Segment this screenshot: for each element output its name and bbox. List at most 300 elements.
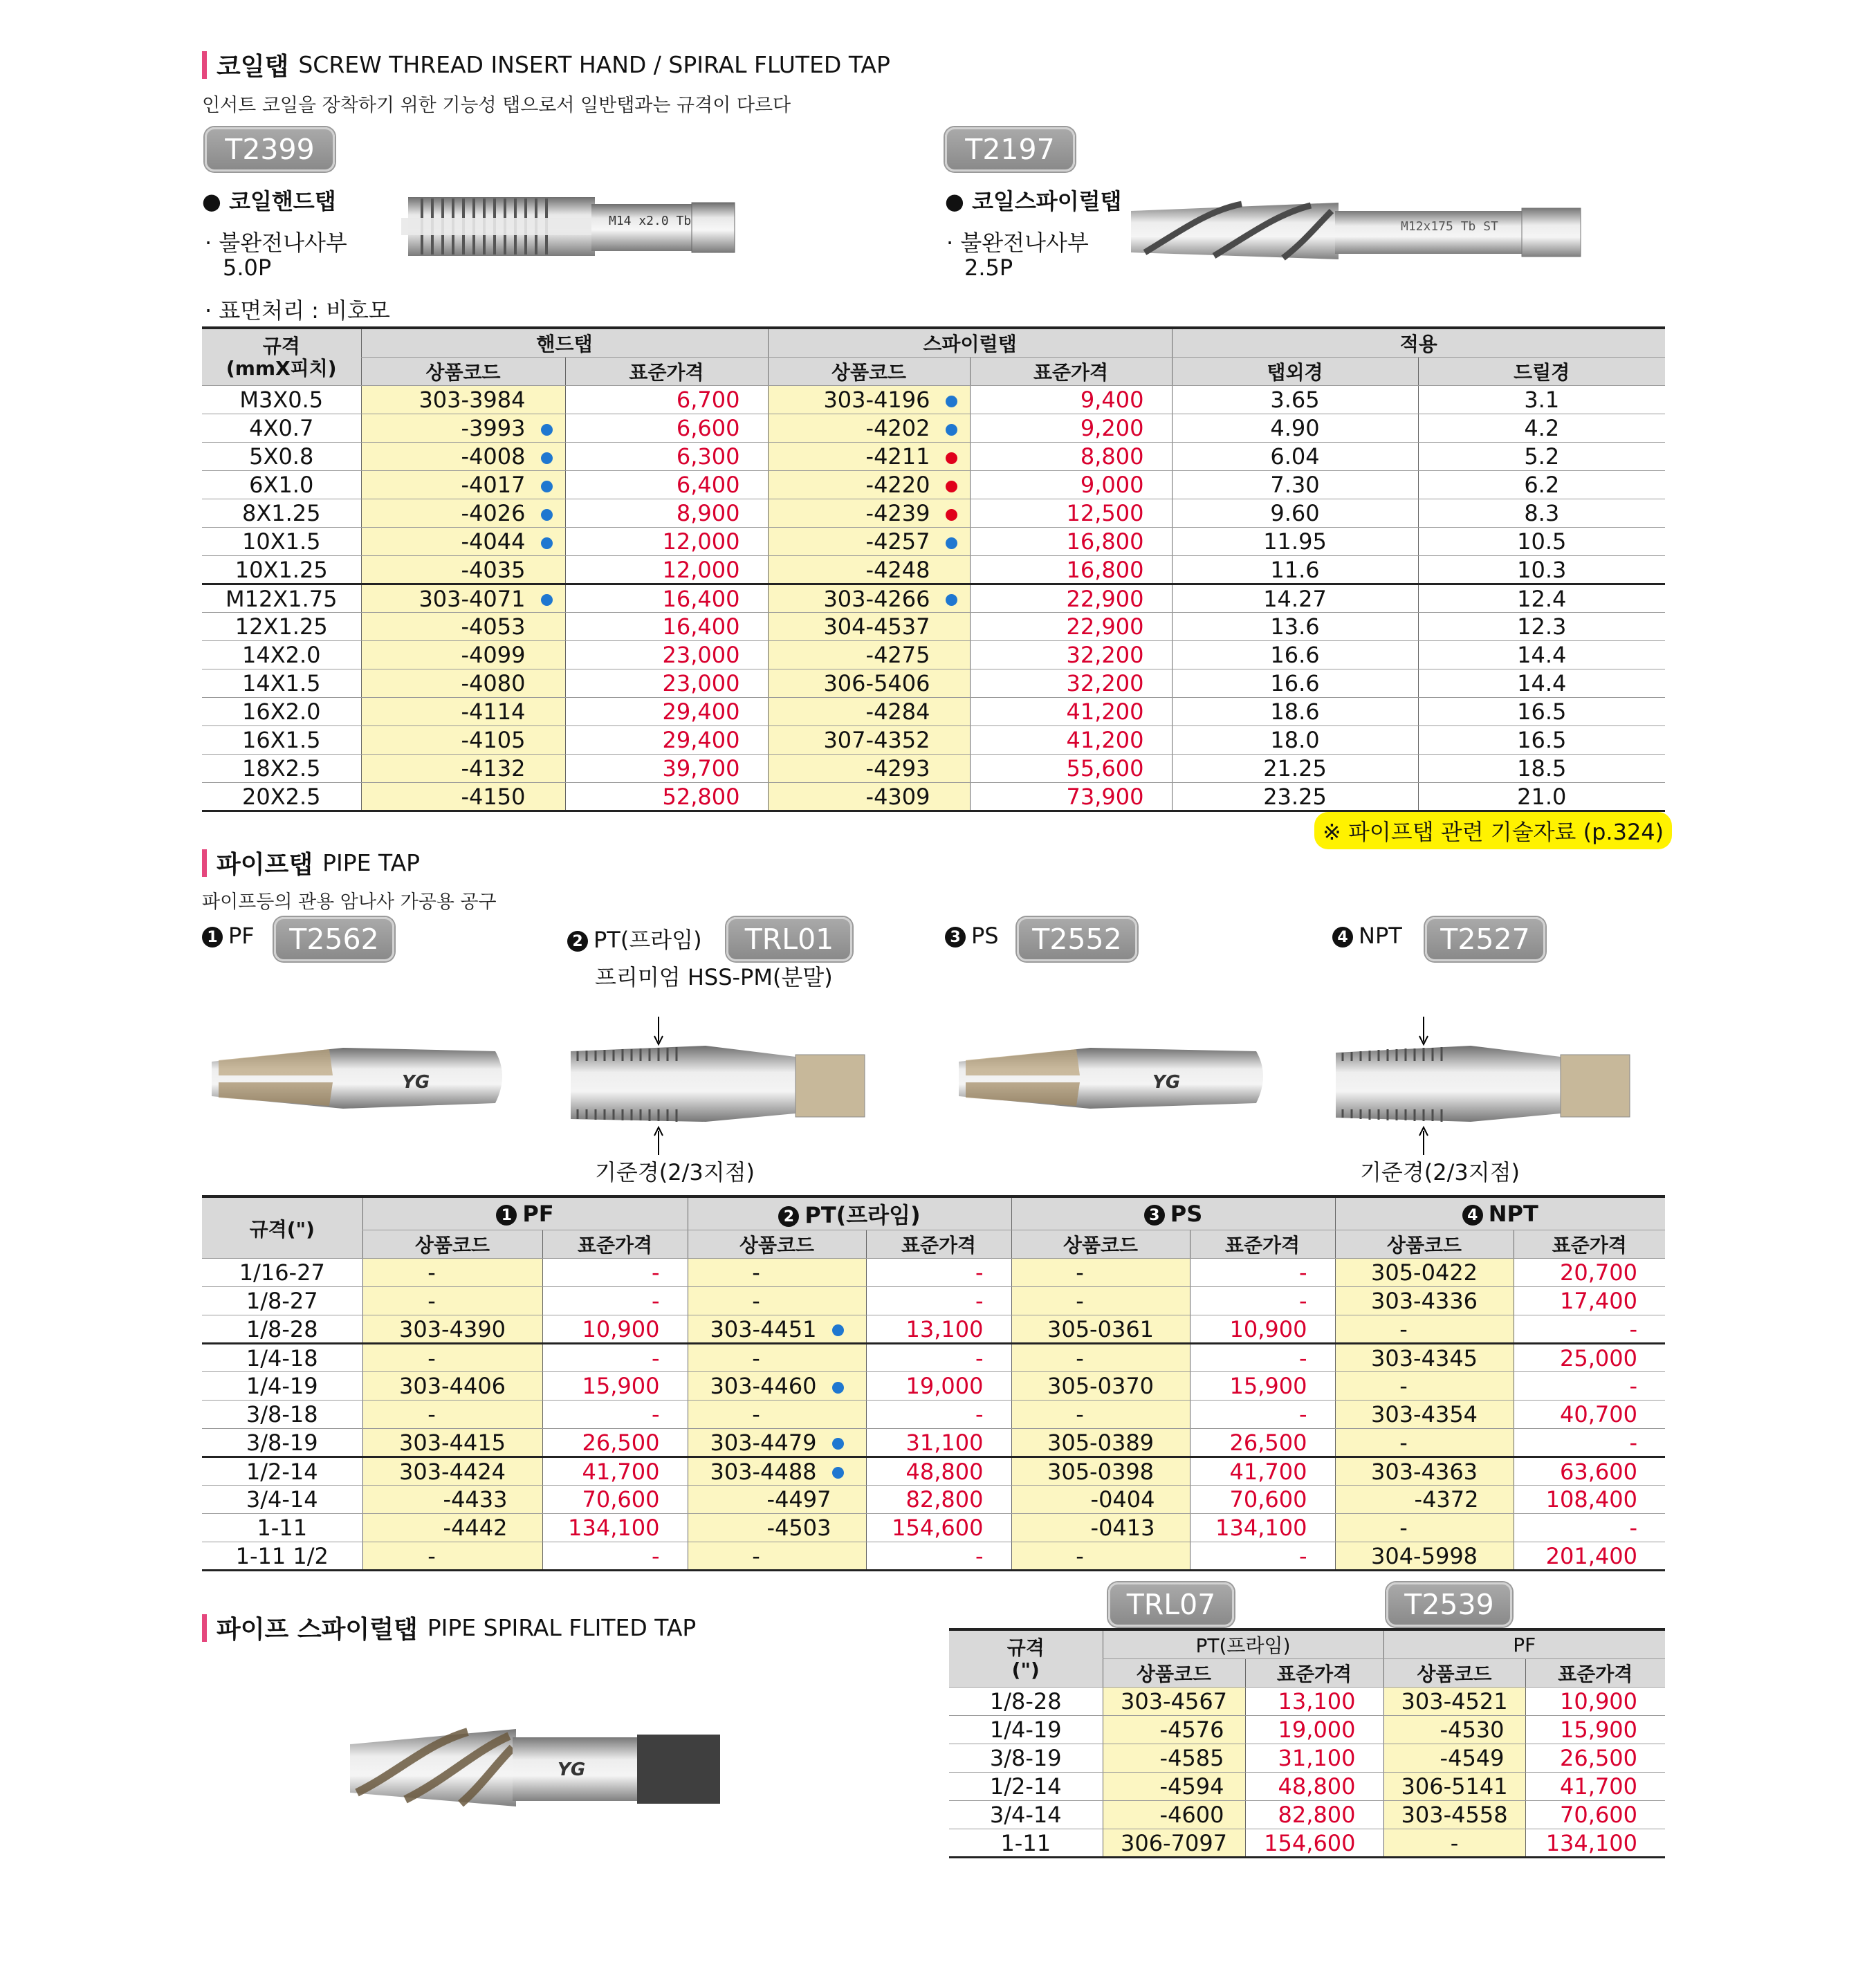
- hand-code: -4080: [461, 670, 526, 696]
- table-row: [202, 641, 1665, 669]
- code-value: 303-4406: [398, 1373, 506, 1399]
- badge-t2197: T2197: [945, 127, 1075, 172]
- spiral-code-cell: [768, 414, 970, 443]
- hand-price-cell: 12,000: [565, 528, 768, 556]
- price-cell: 26,500: [1525, 1744, 1665, 1773]
- code-cell: [1335, 1287, 1514, 1315]
- price-cell: 134,100: [1190, 1514, 1335, 1542]
- table-row: [202, 726, 1665, 755]
- code-value: -: [1399, 1515, 1408, 1541]
- table-row: [949, 1688, 1665, 1716]
- stock-dot-icon: [946, 424, 957, 436]
- price-cell: 48,800: [866, 1457, 1011, 1486]
- header-price: 표준가격: [970, 358, 1172, 386]
- header-price: 표준가격: [1525, 1659, 1665, 1688]
- price-cell: 70,600: [1525, 1801, 1665, 1829]
- spec-cell: 20X2.5: [202, 783, 361, 811]
- table-row: [949, 1829, 1665, 1858]
- header-hand-tap: 핸드탭: [361, 328, 768, 358]
- price-cell: -: [1514, 1315, 1665, 1344]
- tap-od-cell: 11.6: [1172, 556, 1418, 584]
- hand-price-cell: 6,400: [565, 471, 768, 499]
- code-cell: [1011, 1401, 1190, 1429]
- spiral-price-cell: 22,900: [970, 584, 1172, 613]
- spec-cell: 1/16-27: [202, 1259, 362, 1287]
- hand-code-cell: [361, 499, 565, 528]
- header-npt: 4 NPT: [1335, 1196, 1665, 1230]
- stock-dot-icon: [946, 481, 957, 492]
- header-spec: 규격 ("): [949, 1629, 1103, 1688]
- hand-code: -4150: [461, 783, 526, 810]
- code-cell: [362, 1344, 542, 1372]
- code-cell: [1335, 1372, 1514, 1401]
- drill-cell: 5.2: [1418, 443, 1665, 471]
- drill-cell: 8.3: [1418, 499, 1665, 528]
- spiral-code: -4248: [865, 556, 930, 583]
- code-value: 304-5998: [1370, 1542, 1478, 1569]
- table-row: [202, 698, 1665, 726]
- spiral-code: -4211: [865, 443, 930, 470]
- spec-cell: 14X2.0: [202, 641, 361, 669]
- spiral-code-cell: [768, 669, 970, 698]
- code-value: -0404: [1090, 1486, 1155, 1513]
- stock-dot-icon: [541, 651, 553, 663]
- price-cell: 40,700: [1514, 1401, 1665, 1429]
- code-value: -: [752, 1542, 760, 1569]
- header-code: 상품코드: [1383, 1659, 1525, 1688]
- code-cell: [1011, 1315, 1190, 1344]
- ref-diameter-label-pt: 기준경(2/3지점): [595, 1159, 755, 1185]
- hand-code-cell: [361, 528, 565, 556]
- spiral-price-cell: 12,500: [970, 499, 1172, 528]
- price-cell: -: [1190, 1259, 1335, 1287]
- spec-cell: 4X0.7: [202, 414, 361, 443]
- stock-dot-icon: [541, 424, 553, 436]
- stock-dot-icon: [541, 481, 553, 492]
- spec-cell: 3/8-19: [949, 1744, 1103, 1773]
- spiral-price-cell: 73,900: [970, 783, 1172, 811]
- code-cell: [1335, 1344, 1514, 1372]
- table-row: [949, 1801, 1665, 1829]
- code-value: -: [752, 1288, 760, 1314]
- stock-dot-icon: [832, 1438, 844, 1450]
- stock-dot-icon: [946, 537, 957, 549]
- price-cell: 41,700: [1525, 1773, 1665, 1801]
- svg-text:YG: YG: [1152, 1072, 1181, 1093]
- svg-text:YG: YG: [558, 1759, 586, 1780]
- stock-dot-icon: [541, 537, 553, 549]
- code-value: 303-4390: [398, 1315, 506, 1342]
- code-cell: -4549: [1383, 1744, 1525, 1773]
- code-value: -: [427, 1401, 436, 1427]
- coil-tap-table: [202, 326, 1665, 812]
- hand-price-cell: 16,400: [565, 613, 768, 641]
- price-cell: 10,900: [1525, 1688, 1665, 1716]
- spiral-code-cell: [768, 499, 970, 528]
- code-value: -: [1399, 1315, 1408, 1342]
- code-cell: [688, 1514, 866, 1542]
- header-price: 표준가격: [565, 358, 768, 386]
- section-title-pipe-tap: 파이프탭 PIPE TAP: [202, 845, 420, 880]
- header-drill: 드릴경: [1418, 358, 1665, 386]
- price-cell: -: [1514, 1514, 1665, 1542]
- svg-text:M14 x2.0 Tb: M14 x2.0 Tb: [609, 214, 692, 228]
- price-cell: 25,000: [1514, 1344, 1665, 1372]
- stock-dot-icon: [946, 396, 957, 407]
- code-cell: [1335, 1542, 1514, 1571]
- hand-code-cell: [361, 584, 565, 613]
- table-row: [202, 783, 1665, 811]
- drill-cell: 16.5: [1418, 726, 1665, 755]
- code-value: -0413: [1090, 1515, 1155, 1541]
- header-price: 표준가격: [1245, 1659, 1383, 1688]
- price-cell: 82,800: [866, 1486, 1011, 1514]
- table-row: [202, 1429, 1665, 1457]
- hand-code: -4099: [461, 642, 526, 668]
- spiral-code-cell: [768, 641, 970, 669]
- hand-code: -4035: [461, 556, 526, 583]
- spiral-code: -4284: [865, 699, 930, 725]
- stock-dot-icon: [946, 452, 957, 464]
- code-cell: -: [1383, 1829, 1525, 1858]
- stock-dot-icon: [946, 565, 957, 577]
- stock-dot-icon: [946, 792, 957, 804]
- code-value: 305-0370: [1047, 1373, 1155, 1399]
- code-value: 303-4415: [398, 1429, 506, 1456]
- spiral-price-cell: 8,800: [970, 443, 1172, 471]
- table-row: [202, 499, 1665, 528]
- drill-cell: 3.1: [1418, 386, 1665, 414]
- code-cell: 306-5141: [1383, 1773, 1525, 1801]
- pipe-item-pf: 1 PF: [202, 923, 255, 949]
- spiral-code: 306-5406: [823, 670, 930, 696]
- drill-cell: 16.5: [1418, 698, 1665, 726]
- stock-dot-icon: [541, 764, 553, 776]
- hand-price-cell: 39,700: [565, 755, 768, 783]
- code-value: 305-0398: [1047, 1458, 1155, 1485]
- stock-dot-icon: [832, 1324, 844, 1336]
- code-value: -: [1399, 1373, 1408, 1399]
- code-value: -: [752, 1259, 760, 1286]
- table-row: [202, 584, 1665, 613]
- code-cell: [1011, 1457, 1190, 1486]
- pipe-spiral-tap-image: [343, 1717, 730, 1820]
- ref-diameter-label-npt: 기준경(2/3지점): [1360, 1159, 1520, 1185]
- table-row: [202, 1401, 1665, 1429]
- price-cell: 15,900: [1525, 1716, 1665, 1744]
- price-cell: 17,400: [1514, 1287, 1665, 1315]
- hand-code: -4008: [461, 443, 526, 470]
- table-row: [202, 1486, 1665, 1514]
- code-cell: [362, 1259, 542, 1287]
- hand-price-cell: 8,900: [565, 499, 768, 528]
- drill-cell: 18.5: [1418, 755, 1665, 783]
- header-code: 상품코드: [1011, 1230, 1190, 1259]
- tap-od-cell: 4.90: [1172, 414, 1418, 443]
- code-cell: 303-4567: [1103, 1688, 1245, 1716]
- drill-cell: 6.2: [1418, 471, 1665, 499]
- stock-dot-icon: [946, 679, 957, 691]
- spec-cell: 1/4-19: [949, 1716, 1103, 1744]
- code-cell: [688, 1372, 866, 1401]
- stock-dot-icon: [832, 1467, 844, 1479]
- code-cell: 303-4558: [1383, 1801, 1525, 1829]
- spiral-code-cell: [768, 783, 970, 811]
- pf-tap-image: [205, 1034, 509, 1124]
- table-row: [202, 1259, 1665, 1287]
- header-spec: 규격("): [202, 1196, 362, 1259]
- spiral-price-cell: 16,800: [970, 528, 1172, 556]
- drill-cell: 10.3: [1418, 556, 1665, 584]
- price-cell: -: [1514, 1372, 1665, 1401]
- coil-hand-tap-image: [401, 183, 740, 266]
- spec-cell: 1-11: [202, 1514, 362, 1542]
- spec-cell: 10X1.25: [202, 556, 361, 584]
- price-cell: 10,900: [1190, 1315, 1335, 1344]
- section-marker: [202, 51, 207, 79]
- tap-od-cell: 14.27: [1172, 584, 1418, 613]
- price-cell: 19,000: [1245, 1716, 1383, 1744]
- spiral-code: 307-4352: [823, 727, 930, 753]
- stock-dot-icon: [946, 651, 957, 663]
- code-cell: [1011, 1259, 1190, 1287]
- price-cell: -: [542, 1542, 688, 1571]
- spiral-code: -4257: [865, 528, 930, 555]
- code-cell: -4576: [1103, 1716, 1245, 1744]
- spiral-price-cell: 41,200: [970, 726, 1172, 755]
- header-code: 상품코드: [1103, 1659, 1245, 1688]
- tap-od-cell: 13.6: [1172, 613, 1418, 641]
- price-cell: 10,900: [542, 1315, 688, 1344]
- spec-cell: 1-11 1/2: [202, 1542, 362, 1571]
- code-cell: [1011, 1344, 1190, 1372]
- code-value: 303-4354: [1370, 1401, 1478, 1427]
- price-cell: 134,100: [1525, 1829, 1665, 1858]
- spiral-code: 303-4196: [823, 387, 930, 413]
- header-pf: 1 PF: [362, 1196, 688, 1230]
- code-value: -: [427, 1288, 436, 1314]
- hand-price-cell: 6,300: [565, 443, 768, 471]
- spec-cell: 3/8-18: [202, 1401, 362, 1429]
- code-cell: [362, 1457, 542, 1486]
- table-row: [202, 1287, 1665, 1315]
- spiral-code-cell: [768, 755, 970, 783]
- stock-dot-icon: [541, 792, 553, 804]
- code-cell: [1335, 1259, 1514, 1287]
- header-ps: 3 PS: [1011, 1196, 1335, 1230]
- hand-code-cell: [361, 613, 565, 641]
- code-value: 303-4451: [710, 1315, 817, 1342]
- badge-t2539: T2539: [1386, 1582, 1512, 1627]
- spec-cell: 1/4-18: [202, 1344, 362, 1372]
- code-cell: [688, 1457, 866, 1486]
- spiral-code: -4220: [865, 472, 930, 498]
- spiral-price-cell: 9,400: [970, 386, 1172, 414]
- price-cell: 108,400: [1514, 1486, 1665, 1514]
- code-cell: [688, 1542, 866, 1571]
- spiral-code: -4239: [865, 500, 930, 526]
- header-spiral-tap: 스파이럴탭: [768, 328, 1172, 358]
- svg-text:M12x175 Tb ST: M12x175 Tb ST: [1401, 219, 1498, 234]
- hand-code: 303-4071: [419, 585, 526, 612]
- spec-cell: 5X0.8: [202, 443, 361, 471]
- npt-tap-image: [1332, 1017, 1650, 1169]
- stock-dot-icon: [541, 509, 553, 521]
- code-cell: [1335, 1429, 1514, 1457]
- price-cell: -: [866, 1259, 1011, 1287]
- price-cell: 154,600: [1245, 1829, 1383, 1858]
- price-cell: -: [542, 1287, 688, 1315]
- header-pt: PT(프라임): [1103, 1629, 1383, 1659]
- price-cell: 15,900: [1190, 1372, 1335, 1401]
- tap-od-cell: 16.6: [1172, 669, 1418, 698]
- spiral-code: 303-4266: [823, 585, 930, 612]
- header-pt: 2 PT(프라임): [688, 1196, 1011, 1230]
- pipe-item-npt: 4 NPT: [1332, 923, 1402, 949]
- stock-dot-icon: [946, 594, 957, 606]
- code-value: 303-4488: [710, 1458, 817, 1485]
- tap-od-cell: 7.30: [1172, 471, 1418, 499]
- code-cell: [1011, 1486, 1190, 1514]
- code-cell: 303-4521: [1383, 1688, 1525, 1716]
- code-value: 303-4336: [1370, 1288, 1478, 1314]
- code-value: 303-4460: [710, 1373, 817, 1399]
- hand-price-cell: 29,400: [565, 698, 768, 726]
- left-note-2: 5.0P: [223, 255, 272, 281]
- code-value: -: [1076, 1344, 1084, 1371]
- spec-cell: 16X1.5: [202, 726, 361, 755]
- pt-tap-image: [567, 1017, 885, 1169]
- table-row: [949, 1716, 1665, 1744]
- stock-dot-icon: [946, 622, 957, 634]
- price-cell: 15,900: [542, 1372, 688, 1401]
- spiral-code-cell: [768, 386, 970, 414]
- spiral-price-cell: 22,900: [970, 613, 1172, 641]
- spiral-code: -4202: [865, 415, 930, 441]
- price-cell: 134,100: [542, 1514, 688, 1542]
- pipe-spiral-tap-table: [949, 1628, 1665, 1858]
- tap-od-cell: 18.0: [1172, 726, 1418, 755]
- header-code: 상품코드: [688, 1230, 866, 1259]
- spiral-code-cell: [768, 443, 970, 471]
- spec-cell: 1/4-19: [202, 1372, 362, 1401]
- price-cell: 41,700: [1190, 1457, 1335, 1486]
- hand-price-cell: 52,800: [565, 783, 768, 811]
- price-cell: 19,000: [866, 1372, 1011, 1401]
- header-code: 상품코드: [361, 358, 565, 386]
- code-cell: [362, 1315, 542, 1344]
- code-cell: [362, 1429, 542, 1457]
- spiral-code-cell: [768, 528, 970, 556]
- tap-od-cell: 18.6: [1172, 698, 1418, 726]
- spiral-code-cell: [768, 698, 970, 726]
- badge-t2562: T2562: [274, 917, 394, 961]
- code-value: -4372: [1414, 1486, 1479, 1513]
- table-row: [202, 669, 1665, 698]
- code-value: -: [1076, 1288, 1084, 1314]
- hand-code: -4044: [461, 528, 526, 555]
- hand-code-cell: [361, 556, 565, 584]
- table-row: [202, 1315, 1665, 1344]
- price-cell: 154,600: [866, 1514, 1011, 1542]
- price-cell: -: [542, 1259, 688, 1287]
- hand-code: -3993: [461, 415, 526, 441]
- price-cell: -: [1190, 1344, 1335, 1372]
- spec-cell: 18X2.5: [202, 755, 361, 783]
- table-row: [202, 528, 1665, 556]
- header-apply: 적용: [1172, 328, 1665, 358]
- hand-code-cell: [361, 471, 565, 499]
- drill-cell: 14.4: [1418, 669, 1665, 698]
- spec-cell: 1/8-28: [202, 1315, 362, 1344]
- price-cell: 31,100: [866, 1429, 1011, 1457]
- tap-od-cell: 9.60: [1172, 499, 1418, 528]
- price-cell: 70,600: [542, 1486, 688, 1514]
- hand-price-cell: 6,700: [565, 386, 768, 414]
- spec-cell: 16X2.0: [202, 698, 361, 726]
- code-value: -: [1076, 1401, 1084, 1427]
- price-cell: -: [866, 1401, 1011, 1429]
- hand-code-cell: [361, 669, 565, 698]
- badge-trl01: TRL01: [726, 917, 852, 961]
- header-price: 표준가격: [542, 1230, 688, 1259]
- price-cell: 26,500: [1190, 1429, 1335, 1457]
- table-row: [202, 471, 1665, 499]
- code-value: -4497: [766, 1486, 831, 1513]
- price-cell: 63,600: [1514, 1457, 1665, 1486]
- pipe-item-pt: 2 PT(프라임): [567, 923, 702, 954]
- spec-cell: 14X1.5: [202, 669, 361, 698]
- code-cell: [1011, 1542, 1190, 1571]
- spiral-price-cell: 32,200: [970, 641, 1172, 669]
- left-note-1: · 불완전나사부: [205, 230, 347, 256]
- hand-price-cell: 6,600: [565, 414, 768, 443]
- drill-cell: 12.4: [1418, 584, 1665, 613]
- spec-cell: 3/8-19: [202, 1429, 362, 1457]
- premium-label: 프리미엄 HSS-PM(분말): [595, 964, 833, 990]
- code-cell: [362, 1542, 542, 1571]
- code-value: -: [1399, 1429, 1408, 1456]
- code-cell: [688, 1287, 866, 1315]
- price-cell: -: [1514, 1429, 1665, 1457]
- coil-spiral-tap-image: [1124, 190, 1594, 273]
- price-cell: -: [866, 1287, 1011, 1315]
- price-cell: 26,500: [542, 1429, 688, 1457]
- code-value: 303-4345: [1370, 1344, 1478, 1371]
- hand-code-cell: [361, 726, 565, 755]
- code-cell: [688, 1401, 866, 1429]
- tap-od-cell: 16.6: [1172, 641, 1418, 669]
- stock-dot-icon: [541, 565, 553, 577]
- code-value: -4503: [766, 1515, 831, 1541]
- code-value: -: [427, 1542, 436, 1569]
- hand-price-cell: 23,000: [565, 641, 768, 669]
- tap-od-cell: 21.25: [1172, 755, 1418, 783]
- code-value: 305-0361: [1047, 1315, 1155, 1342]
- code-value: 303-4424: [398, 1458, 506, 1485]
- table-row: [949, 1744, 1665, 1773]
- spec-cell: 1/2-14: [949, 1773, 1103, 1801]
- table-row: [202, 1514, 1665, 1542]
- code-cell: -4600: [1103, 1801, 1245, 1829]
- spiral-price-cell: 32,200: [970, 669, 1172, 698]
- price-cell: -: [1190, 1287, 1335, 1315]
- hand-price-cell: 16,400: [565, 584, 768, 613]
- stock-dot-icon: [541, 622, 553, 634]
- hand-code-cell: [361, 755, 565, 783]
- code-cell: [362, 1401, 542, 1429]
- price-cell: 13,100: [866, 1315, 1011, 1344]
